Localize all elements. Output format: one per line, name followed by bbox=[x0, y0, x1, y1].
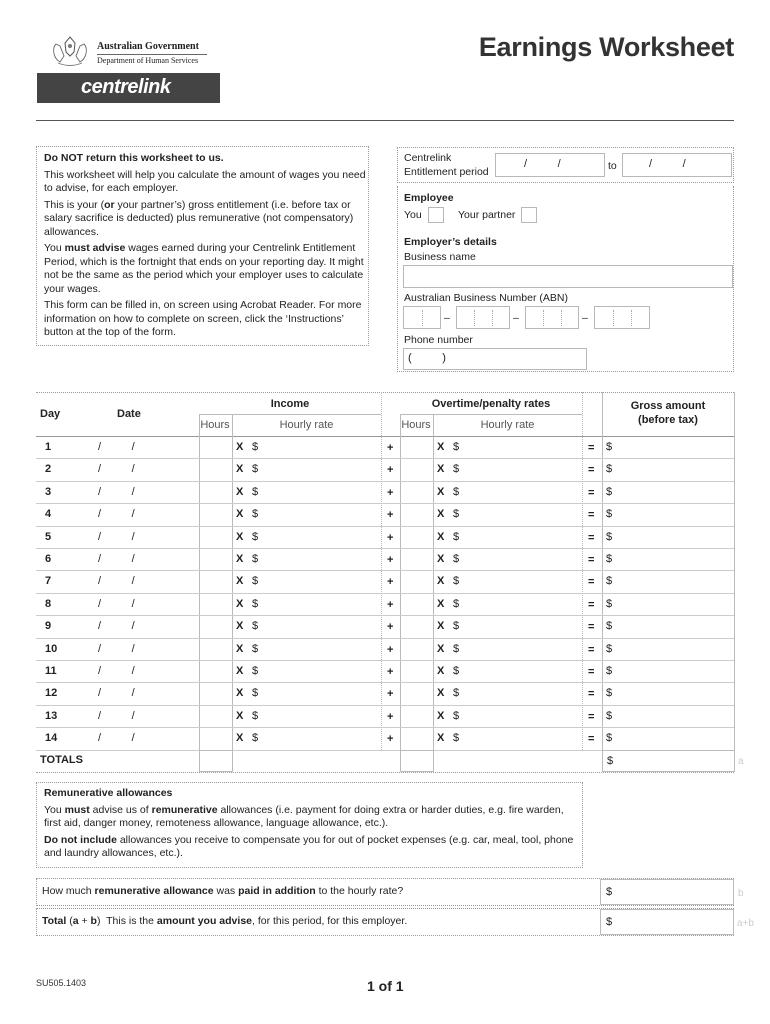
date-input[interactable]: / / bbox=[98, 709, 135, 722]
employer-heading: Employer’s details bbox=[404, 236, 497, 248]
abn-label: Australian Business Number (ABN) bbox=[404, 292, 568, 304]
day-number: 3 bbox=[45, 485, 52, 498]
period-label: Centrelink Entitlement period bbox=[404, 152, 489, 178]
plus-sign: + bbox=[387, 621, 394, 634]
abn-dash-3: – bbox=[582, 312, 588, 324]
income-times-sign: X bbox=[236, 463, 244, 476]
income-rate-input[interactable]: $ bbox=[252, 709, 259, 722]
equals-sign: = bbox=[588, 442, 595, 454]
totals-label: TOTALS bbox=[40, 754, 83, 766]
gross-amount-input[interactable]: $ bbox=[606, 441, 613, 453]
income-hours-input[interactable] bbox=[200, 526, 231, 548]
plus-sign: + bbox=[387, 598, 394, 611]
question-allowance-text: How much remunerative allowance was paid in addition to the hourly rate? bbox=[42, 885, 404, 897]
abn-dash-2: – bbox=[513, 312, 519, 324]
overtime-rate-input[interactable]: $ bbox=[453, 732, 460, 745]
income-times-sign: X bbox=[236, 709, 244, 722]
income-times-sign: X bbox=[236, 485, 244, 498]
overtime-hours-input[interactable] bbox=[401, 727, 432, 749]
plus-sign: + bbox=[387, 531, 394, 544]
overtime-rate-input[interactable]: $ bbox=[453, 530, 460, 543]
income-rate-input[interactable]: $ bbox=[252, 530, 259, 543]
col-header-overtime: Overtime/penalty rates bbox=[431, 398, 551, 410]
gross-amount-input[interactable]: $ bbox=[606, 553, 613, 565]
intro-paragraph-3: You must advise wages earned during your Centrelink Entitlement Period, which is the fortnight that ends on your reporting day. It might not be the same as the period which your employer uses to calculate your wages. bbox=[44, 242, 364, 295]
income-hours-input[interactable] bbox=[200, 593, 231, 615]
totals-overtime-hours[interactable] bbox=[400, 750, 434, 772]
abn-input-1[interactable] bbox=[403, 306, 441, 329]
equals-sign: = bbox=[588, 598, 595, 611]
allowances-paragraph-1: You must advise us of remunerative allowances (i.e. payment for doing extra or harder duties, e.g. fire warden, first aid, danger money, remoteness allowance, language allowance, etc.). bbox=[44, 803, 564, 829]
date-input[interactable]: / / bbox=[98, 732, 135, 745]
coat-of-arms-icon bbox=[48, 34, 92, 68]
totals-marker: a bbox=[738, 756, 744, 767]
equals-sign: = bbox=[588, 733, 595, 746]
day-number: 5 bbox=[45, 530, 52, 543]
you-checkbox[interactable] bbox=[428, 207, 444, 223]
plus-sign: + bbox=[387, 509, 394, 522]
day-number: 1 bbox=[45, 441, 52, 453]
overtime-times-sign: X bbox=[437, 508, 445, 521]
income-times-sign: X bbox=[236, 553, 244, 565]
overtime-times-sign: X bbox=[437, 597, 445, 610]
overtime-rate-input[interactable]: $ bbox=[453, 687, 460, 700]
gross-amount-input[interactable]: $ bbox=[606, 597, 613, 610]
plus-sign: + bbox=[387, 710, 394, 723]
equals-sign: = bbox=[588, 710, 595, 723]
gross-amount-input[interactable]: $ bbox=[606, 575, 613, 588]
overtime-rate-input[interactable]: $ bbox=[453, 463, 460, 476]
overtime-hours-input[interactable] bbox=[401, 638, 432, 660]
income-times-sign: X bbox=[236, 575, 244, 588]
day-number: 6 bbox=[45, 553, 52, 565]
plus-sign: + bbox=[387, 643, 394, 656]
overtime-hours-input[interactable] bbox=[401, 548, 432, 570]
intro-paragraph-4: This form can be filled in, on screen using Acrobat Reader. For more information on how to complete on screen, click the ‘Instructions’ button at the top of the form. bbox=[44, 299, 362, 338]
phone-label: Phone number bbox=[404, 334, 473, 346]
abn-input-3[interactable] bbox=[525, 306, 579, 329]
overtime-rate-input[interactable]: $ bbox=[453, 620, 460, 633]
overtime-rate-input[interactable]: $ bbox=[453, 575, 460, 588]
total-marker: a+b bbox=[737, 918, 754, 929]
sub-header-overtime-rate: Hourly rate bbox=[480, 419, 535, 431]
overtime-hours-input[interactable] bbox=[401, 660, 432, 682]
overtime-times-sign: X bbox=[437, 709, 445, 722]
earnings-table bbox=[36, 392, 734, 772]
centrelink-logo: centrelink bbox=[37, 73, 220, 103]
employee-heading: Employee bbox=[404, 192, 454, 204]
plus-sign: + bbox=[387, 554, 394, 566]
intro-text bbox=[44, 152, 366, 340]
equals-sign: = bbox=[588, 509, 595, 522]
overtime-rate-input[interactable]: $ bbox=[453, 665, 460, 677]
overtime-times-sign: X bbox=[437, 485, 445, 498]
overtime-times-sign: X bbox=[437, 463, 445, 476]
equals-sign: = bbox=[588, 621, 595, 634]
date-input[interactable]: / / bbox=[98, 597, 135, 610]
gross-amount-input[interactable]: $ bbox=[606, 463, 613, 476]
overtime-hours-input[interactable] bbox=[401, 705, 432, 727]
day-number: 2 bbox=[45, 463, 52, 476]
plus-sign: + bbox=[387, 442, 394, 454]
abn-input-2[interactable] bbox=[456, 306, 510, 329]
income-rate-input[interactable]: $ bbox=[252, 620, 259, 633]
income-rate-input[interactable]: $ bbox=[252, 642, 259, 655]
question-total-text: Total (a + b) This is the amount you advise, for this period, for this employer. bbox=[42, 915, 408, 927]
overtime-times-sign: X bbox=[437, 665, 445, 677]
overtime-rate-input[interactable]: $ bbox=[453, 441, 460, 453]
income-hours-input[interactable] bbox=[200, 548, 231, 570]
total-amount-input[interactable]: $ bbox=[600, 909, 734, 935]
day-number: 13 bbox=[45, 709, 58, 722]
intro-paragraph-2: This is your (or your partner’s) gross entitlement (i.e. before tax or salary sacrifice is deducted) plus remunerative (not compensatory) allowances. bbox=[44, 198, 354, 238]
totals-income-hours[interactable] bbox=[199, 750, 233, 772]
day-number: 8 bbox=[45, 597, 52, 610]
col-header-date: Date bbox=[117, 408, 141, 420]
business-name-label: Business name bbox=[404, 251, 476, 263]
date-input[interactable]: / / bbox=[98, 485, 135, 498]
gross-amount-input[interactable]: $ bbox=[606, 687, 613, 700]
overtime-hours-input[interactable] bbox=[401, 615, 432, 637]
income-rate-input[interactable]: $ bbox=[252, 732, 259, 745]
overtime-times-sign: X bbox=[437, 687, 445, 700]
abn-dash-1: – bbox=[444, 312, 450, 324]
date-input[interactable]: / / bbox=[98, 575, 135, 588]
plus-sign: + bbox=[387, 464, 394, 477]
date-input[interactable]: / / bbox=[98, 441, 135, 453]
income-times-sign: X bbox=[236, 620, 244, 633]
day-number: 14 bbox=[45, 732, 58, 745]
income-hours-input[interactable] bbox=[200, 615, 231, 637]
allowances-text bbox=[44, 787, 580, 861]
gross-amount-input[interactable]: $ bbox=[606, 485, 613, 498]
overtime-times-sign: X bbox=[437, 620, 445, 633]
income-hours-input[interactable] bbox=[200, 727, 231, 749]
equals-sign: = bbox=[588, 576, 595, 589]
col-header-gross-1: Gross amount bbox=[630, 400, 706, 412]
gross-amount-input[interactable]: $ bbox=[606, 530, 613, 543]
intro-heading: Do NOT return this worksheet to us. bbox=[44, 152, 224, 164]
income-rate-input[interactable]: $ bbox=[252, 463, 259, 476]
agency-divider bbox=[97, 54, 207, 55]
income-times-sign: X bbox=[236, 508, 244, 521]
gross-amount-input[interactable]: $ bbox=[606, 732, 613, 745]
income-times-sign: X bbox=[236, 642, 244, 655]
business-name-input[interactable] bbox=[403, 265, 733, 288]
overtime-rate-input[interactable]: $ bbox=[453, 553, 460, 565]
income-hours-input[interactable] bbox=[200, 458, 231, 480]
period-start-input[interactable]: / / bbox=[495, 153, 605, 177]
plus-sign: + bbox=[387, 576, 394, 589]
gross-amount-input[interactable]: $ bbox=[606, 620, 613, 633]
plus-sign: + bbox=[387, 733, 394, 746]
plus-sign: + bbox=[387, 486, 394, 499]
income-rate-input[interactable]: $ bbox=[252, 553, 259, 565]
equals-sign: = bbox=[588, 531, 595, 544]
overtime-times-sign: X bbox=[437, 575, 445, 588]
allowances-heading: Remunerative allowances bbox=[44, 787, 173, 799]
sub-header-income-hours: Hours bbox=[200, 419, 230, 431]
day-number: 11 bbox=[45, 665, 57, 677]
income-hours-input[interactable] bbox=[200, 570, 231, 592]
income-hours-input[interactable] bbox=[200, 503, 231, 525]
date-input[interactable]: / / bbox=[98, 553, 135, 565]
overtime-hours-input[interactable] bbox=[401, 458, 432, 480]
date-input[interactable]: / / bbox=[98, 530, 135, 543]
income-times-sign: X bbox=[236, 441, 244, 453]
col-header-day: Day bbox=[40, 408, 61, 420]
period-to-label: to bbox=[608, 160, 617, 172]
income-rate-input[interactable]: $ bbox=[252, 485, 259, 498]
overtime-rate-input[interactable]: $ bbox=[453, 597, 460, 610]
gross-amount-input[interactable]: $ bbox=[606, 508, 613, 521]
col-header-gross-2: (before tax) bbox=[638, 414, 698, 426]
partner-checkbox[interactable] bbox=[521, 207, 537, 223]
overtime-rate-input[interactable]: $ bbox=[453, 642, 460, 655]
income-hours-input[interactable] bbox=[200, 436, 231, 458]
income-rate-input[interactable]: $ bbox=[252, 575, 259, 588]
date-input[interactable]: / / bbox=[98, 642, 135, 655]
equals-sign: = bbox=[588, 666, 595, 678]
date-input[interactable]: / / bbox=[98, 687, 135, 700]
overtime-times-sign: X bbox=[437, 732, 445, 745]
income-times-sign: X bbox=[236, 530, 244, 543]
intro-paragraph-1: This worksheet will help you calculate the amount of wages you need to advise, for each employer. bbox=[44, 168, 366, 194]
date-input[interactable]: / / bbox=[98, 665, 135, 677]
equals-sign: = bbox=[588, 643, 595, 656]
equals-sign: = bbox=[588, 554, 595, 566]
date-input[interactable]: / / bbox=[98, 620, 135, 633]
agency-name: Australian Government bbox=[97, 41, 199, 52]
date-input[interactable]: / / bbox=[98, 463, 135, 476]
income-hours-input[interactable] bbox=[200, 638, 231, 660]
gross-amount-input[interactable]: $ bbox=[606, 709, 613, 722]
income-rate-input[interactable]: $ bbox=[252, 508, 259, 521]
department-name: Department of Human Services bbox=[97, 56, 199, 65]
income-times-sign: X bbox=[236, 732, 244, 745]
gross-amount-input[interactable]: $ bbox=[606, 665, 613, 677]
overtime-hours-input[interactable] bbox=[401, 481, 432, 503]
income-rate-input[interactable]: $ bbox=[252, 687, 259, 700]
overtime-hours-input[interactable] bbox=[401, 526, 432, 548]
you-label: You bbox=[404, 209, 422, 221]
day-number: 4 bbox=[45, 508, 52, 521]
income-rate-input[interactable]: $ bbox=[252, 441, 259, 453]
income-times-sign: X bbox=[236, 597, 244, 610]
income-times-sign: X bbox=[236, 687, 244, 700]
overtime-hours-input[interactable] bbox=[401, 593, 432, 615]
sub-header-income-rate: Hourly rate bbox=[279, 419, 334, 431]
overtime-hours-input[interactable] bbox=[401, 570, 432, 592]
day-number: 12 bbox=[45, 687, 58, 700]
page-title: Earnings Worksheet bbox=[478, 32, 734, 62]
date-input[interactable]: / / bbox=[98, 508, 135, 521]
income-hours-input[interactable] bbox=[200, 481, 231, 503]
partner-label: Your partner bbox=[458, 209, 516, 221]
equals-sign: = bbox=[588, 688, 595, 701]
form-code: SU505.1403 bbox=[36, 978, 87, 988]
gross-amount-input[interactable]: $ bbox=[606, 642, 613, 655]
day-number: 9 bbox=[45, 620, 52, 633]
overtime-times-sign: X bbox=[437, 530, 445, 543]
day-number: 7 bbox=[45, 575, 52, 588]
overtime-times-sign: X bbox=[437, 642, 445, 655]
overtime-rate-input[interactable]: $ bbox=[453, 508, 460, 521]
totals-gross-input[interactable]: $ bbox=[602, 750, 735, 772]
overtime-rate-input[interactable]: $ bbox=[453, 709, 460, 722]
overtime-hours-input[interactable] bbox=[401, 682, 432, 704]
plus-sign: + bbox=[387, 688, 394, 701]
income-hours-input[interactable] bbox=[200, 705, 231, 727]
income-hours-input[interactable] bbox=[200, 660, 231, 682]
equals-sign: = bbox=[588, 464, 595, 477]
overtime-hours-input[interactable] bbox=[401, 503, 432, 525]
income-times-sign: X bbox=[236, 665, 244, 677]
allowance-amount-input[interactable]: $ bbox=[600, 879, 734, 905]
sub-header-overtime-hours: Hours bbox=[401, 419, 431, 431]
overtime-times-sign: X bbox=[437, 553, 445, 565]
page-number: 1 of 1 bbox=[367, 978, 404, 994]
overtime-times-sign: X bbox=[437, 441, 445, 453]
equals-sign: = bbox=[588, 486, 595, 499]
day-number: 10 bbox=[45, 642, 58, 655]
col-header-income: Income bbox=[270, 398, 310, 410]
overtime-hours-input[interactable] bbox=[401, 436, 432, 458]
allowances-paragraph-2: Do not include allowances you receive to compensate you for out of pocket expenses (e.g. car, meal, tool, phone and laundry allowances, etc.). bbox=[44, 833, 574, 859]
phone-input[interactable]: ( ) bbox=[403, 348, 587, 370]
overtime-rate-input[interactable]: $ bbox=[453, 485, 460, 498]
period-end-input[interactable]: / / bbox=[622, 153, 732, 177]
income-hours-input[interactable] bbox=[200, 682, 231, 704]
income-rate-input[interactable]: $ bbox=[252, 597, 259, 610]
income-rate-input[interactable]: $ bbox=[252, 665, 259, 677]
plus-sign: + bbox=[387, 666, 394, 678]
allowance-marker: b bbox=[738, 888, 744, 899]
abn-input-4[interactable] bbox=[594, 306, 650, 329]
header-divider bbox=[36, 120, 734, 121]
